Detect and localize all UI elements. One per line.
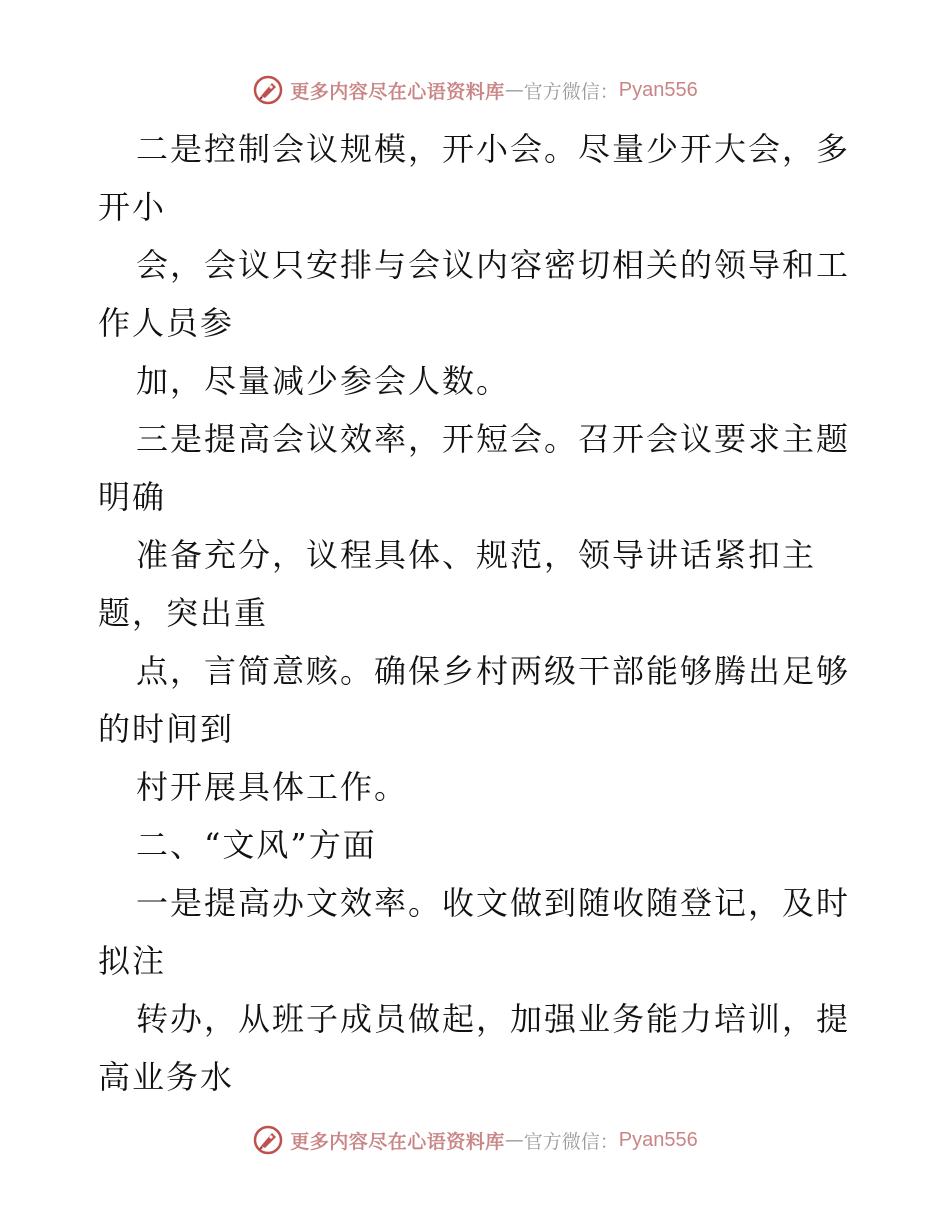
text-line: 准备充分，议程具体、规范，领导讲话紧扣主 [136,536,817,574]
text-line: 高业务水 [98,1058,235,1096]
text-line: 作人员参 [98,304,235,342]
text-line: 点，言简意赅。确保乡村两级干部能够腾出足够 [136,652,851,690]
footer-site-text: 更多内容尽在心语资料库 [290,1130,505,1153]
text-line: 拟注 [98,942,167,980]
text-line: 的时间到 [98,710,235,748]
text-line: 明确 [98,478,167,516]
footer-banner [0,1120,950,1160]
document-body [98,120,858,1106]
text-line: 开小 [98,188,167,226]
header-separator: — [504,79,524,101]
footer-wechat-label: 官方微信： [523,1130,619,1153]
header-wechat-label: 官方微信： [523,80,619,103]
header-site-text: 更多内容尽在心语资料库 [290,80,505,103]
footer-separator: — [504,1129,524,1151]
text-line: 村开展具体工作。 [136,768,409,806]
header-wechat-id: Pyan556 [618,78,698,101]
text-line: 一是提高办文效率。收文做到随收随登记，及时 [136,884,851,922]
pen-nib-logo-icon [252,74,284,106]
header-banner [0,70,950,110]
text-line: 加，尽量减少参会人数。 [136,362,511,400]
text-line: 二是控制会议规模，开小会。尽量少开大会，多 [136,130,851,168]
section-heading: 二、“文风”方面 [136,826,377,864]
pen-nib-logo-icon [252,1124,284,1156]
text-line: 三是提高会议效率，开短会。召开会议要求主题 [136,420,851,458]
text-line: 会，会议只安排与会议内容密切相关的领导和工 [136,246,851,284]
text-line: 转办，从班子成员做起，加强业务能力培训，提 [136,1000,851,1038]
footer-wechat-id: Pyan556 [618,1128,698,1151]
text-line: 题，突出重 [98,594,269,632]
